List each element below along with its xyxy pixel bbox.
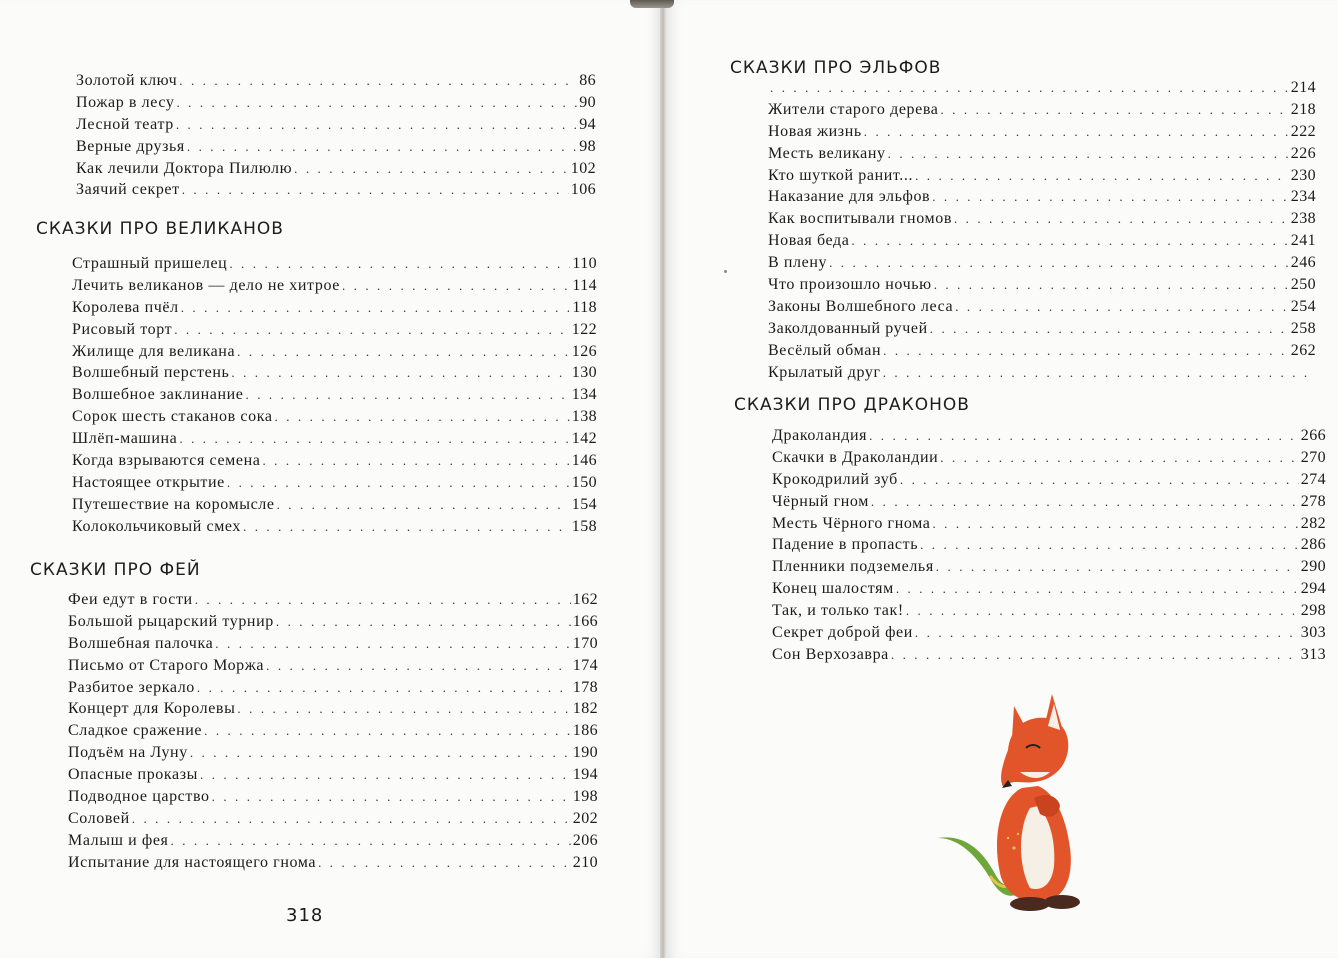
toc-leader-dots <box>277 494 570 516</box>
toc-entry-title: Рисовый торт <box>72 320 173 338</box>
toc-list-top <box>76 70 596 201</box>
toc-entry-title: Скачки в Драколандии <box>772 448 939 466</box>
print-speck <box>724 270 727 273</box>
toc-entry-page: 202 <box>572 809 598 827</box>
toc-leader-dots <box>132 808 571 830</box>
toc-entry-page: 126 <box>571 342 597 360</box>
toc-entry-title: Верные друзья <box>76 137 185 155</box>
toc-leader-dots <box>187 136 577 158</box>
toc-entry <box>772 600 1326 622</box>
toc-entry <box>768 121 1316 143</box>
toc-entry-title: Волшебный перстень <box>72 364 230 382</box>
toc-entry-page: 190 <box>572 744 598 762</box>
toc-entry-title: Заколдованный ручей <box>768 319 928 337</box>
toc-entry <box>76 70 596 92</box>
toc-entry <box>72 406 597 428</box>
toc-entry-page: 294 <box>1300 580 1326 598</box>
toc-entry-page: 313 <box>1300 645 1326 663</box>
toc-entry-title: Разбитое зеркало <box>68 678 195 696</box>
toc-entry-title: Подъём на Луну <box>68 744 188 762</box>
toc-entry-page: 222 <box>1290 122 1316 140</box>
toc-entry-page: 254 <box>1290 297 1316 315</box>
toc-entry <box>772 622 1326 644</box>
toc-entry-page: 170 <box>572 634 598 652</box>
toc-entry-title: Наказание для эльфов <box>768 188 931 206</box>
toc-entry <box>72 472 597 494</box>
toc-entry <box>772 469 1326 491</box>
toc-entry <box>768 230 1316 252</box>
toc-entry-title: Заячий секрет <box>76 181 180 199</box>
toc-entry <box>68 633 598 655</box>
toc-entry-title: Пожар в лесу <box>76 93 175 111</box>
toc-entry-page: 86 <box>579 72 596 89</box>
toc-entry <box>68 655 598 677</box>
toc-entry <box>68 742 598 764</box>
section-title-fairies: СКАЗКИ ПРО ФЕЙ <box>30 560 201 580</box>
toc-entry-page: 174 <box>572 656 598 674</box>
toc-leader-dots <box>227 472 570 494</box>
toc-entry-title: Когда взрываются семена <box>72 452 261 470</box>
toc-leader-dots <box>896 578 1299 600</box>
toc-entry-page: 194 <box>572 766 598 784</box>
toc-entry <box>768 208 1316 230</box>
toc-entry-page: 146 <box>571 452 597 470</box>
toc-entry-title: Драколандия <box>772 427 868 444</box>
toc-leader-dots <box>200 764 571 786</box>
toc-leader-dots <box>179 428 569 450</box>
toc-entry-title: Письмо от Старого Моржа <box>68 656 265 674</box>
toc-leader-dots <box>930 318 1289 340</box>
toc-entry <box>72 319 597 341</box>
toc-entry-title: Волшебное заклинание <box>72 386 244 404</box>
toc-entry-page: 150 <box>571 473 597 491</box>
toc-leader-dots <box>915 622 1299 644</box>
toc-entry <box>772 556 1326 578</box>
toc-entry-page: 102 <box>570 159 596 177</box>
toc-leader-dots <box>276 611 571 633</box>
toc-entry-title: Испытание для настоящего гнома <box>68 853 317 871</box>
toc-leader-dots <box>318 852 571 874</box>
toc-entry <box>768 252 1316 274</box>
toc-entry <box>768 99 1316 121</box>
toc-entry <box>68 786 598 808</box>
toc-entry-title: Большой рыцарский турнир <box>68 612 274 630</box>
toc-leader-dots <box>891 644 1299 666</box>
toc-entry <box>72 494 597 516</box>
toc-leader-dots <box>940 99 1288 121</box>
toc-entry <box>68 698 598 720</box>
toc-leader-dots <box>954 208 1289 230</box>
toc-entry-title: Феи едут в гости <box>68 591 193 608</box>
toc-entry <box>772 447 1326 469</box>
toc-leader-dots <box>174 319 570 341</box>
toc-leader-dots <box>869 425 1299 447</box>
toc-entry-page: 130 <box>571 364 597 382</box>
toc-entry <box>68 720 598 742</box>
toc-entry <box>768 143 1316 165</box>
toc-leader-dots <box>275 406 570 428</box>
toc-entry-page: 230 <box>1290 166 1316 184</box>
toc-leader-dots <box>955 296 1289 318</box>
toc-entry-page: 286 <box>1300 536 1326 554</box>
toc-leader-dots <box>215 633 571 655</box>
toc-leader-dots <box>342 275 570 297</box>
toc-entry-title: Лечить великанов — дело не хитрое <box>72 276 340 294</box>
section-title-elves: СКАЗКИ ПРО ЭЛЬФОВ <box>730 58 942 78</box>
toc-entry-title: В плену <box>768 254 828 272</box>
toc-leader-dots <box>940 447 1299 469</box>
toc-entry-page: 138 <box>571 408 597 426</box>
toc-entry-title: Месть Чёрного гнома <box>772 514 931 532</box>
toc-entry-page: 154 <box>571 495 597 513</box>
toc-entry <box>72 362 597 384</box>
toc-entry-page: 250 <box>1290 276 1316 294</box>
toc-leader-dots <box>266 655 571 677</box>
toc-leader-dots <box>871 491 1299 513</box>
toc-entry <box>76 136 596 158</box>
toc-entry-title: Весёлый обман <box>768 341 882 359</box>
toc-entry-title: Падение в пропасть <box>772 536 919 554</box>
toc-entry-title: Волшебная палочка <box>68 634 214 652</box>
toc-entry <box>768 362 1316 384</box>
toc-entry-title: Опасные проказы <box>68 766 198 784</box>
toc-entry-page: 162 <box>572 591 598 608</box>
toc-entry-page: 210 <box>572 853 598 871</box>
toc-entry-page: 134 <box>571 386 597 404</box>
toc-entry-title: Золотой ключ <box>76 72 178 89</box>
toc-entry <box>72 516 597 538</box>
toc-leader-dots <box>770 77 1289 99</box>
sparkle <box>1017 833 1019 835</box>
toc-entry-page: 218 <box>1290 100 1316 118</box>
toc-entry <box>68 764 598 786</box>
toc-entry-title: Концерт для Королевы <box>68 700 236 718</box>
toc-entry-page: 214 <box>1290 79 1316 96</box>
toc-list-giants <box>72 253 597 538</box>
toc-entry-title: Жители старого дерева <box>768 100 939 118</box>
toc-entry-title: Жилище для великана <box>72 342 236 360</box>
toc-leader-dots <box>237 698 570 720</box>
toc-entry <box>72 253 597 275</box>
toc-entry-page: 234 <box>1290 188 1316 206</box>
toc-entry-page: 98 <box>579 137 596 155</box>
toc-entry <box>772 534 1326 556</box>
toc-entry-title: Новая жизнь <box>768 122 862 140</box>
fox-foot-right <box>1044 895 1080 909</box>
toc-entry-title: Как лечили Доктора Пилюлю <box>76 159 293 177</box>
toc-entry <box>72 297 597 319</box>
toc-entry <box>72 384 597 406</box>
toc-entry <box>72 341 597 363</box>
toc-leader-dots <box>934 274 1289 296</box>
toc-entry-page: 274 <box>1300 470 1326 488</box>
toc-leader-dots <box>900 469 1299 491</box>
toc-leader-dots <box>176 114 577 136</box>
toc-leader-dots <box>932 513 1298 535</box>
toc-entry-page: 206 <box>572 831 598 849</box>
toc-entry-page: 226 <box>1290 144 1316 162</box>
toc-entry-title: Колокольчиковый смех <box>72 517 242 535</box>
toc-entry <box>768 318 1316 340</box>
toc-entry-page: 114 <box>572 276 597 294</box>
toc-entry-title: Сладкое сражение <box>68 722 203 740</box>
toc-entry-title: Крокодрилий зуб <box>772 470 898 488</box>
toc-entry-page: 178 <box>572 678 598 696</box>
toc-entry <box>772 513 1326 535</box>
ribbon-bookmark <box>630 0 674 8</box>
toc-leader-dots <box>246 384 570 406</box>
toc-entry-page: 166 <box>572 612 598 630</box>
toc-entry-title: Шлёп-машина <box>72 430 178 448</box>
toc-entry <box>68 589 598 611</box>
toc-leader-dots <box>888 143 1289 165</box>
toc-entry-title: Чёрный гном <box>772 492 869 510</box>
toc-entry <box>68 808 598 830</box>
toc-leader-dots <box>864 121 1289 143</box>
toc-leader-dots <box>182 179 569 201</box>
toc-entry-title: Королева пчёл <box>72 298 179 316</box>
toc-entry-page: 238 <box>1290 210 1316 228</box>
toc-entry <box>76 179 596 201</box>
toc-entry <box>68 852 598 874</box>
toc-entry-page: 282 <box>1300 514 1326 532</box>
toc-entry <box>768 77 1316 99</box>
toc-entry-title: Лесной театр <box>76 115 174 133</box>
toc-entry-title: Конец шалостям <box>772 580 894 598</box>
toc-leader-dots <box>231 362 569 384</box>
toc-entry-page: 278 <box>1300 492 1326 510</box>
toc-entry-page: 246 <box>1290 254 1316 272</box>
toc-entry-page: 270 <box>1300 448 1326 466</box>
toc-leader-dots <box>171 830 571 852</box>
toc-leader-dots <box>906 600 1299 622</box>
toc-list-fairies <box>68 589 598 874</box>
toc-entry-title: Настоящее открытие <box>72 473 225 491</box>
toc-entry <box>768 274 1316 296</box>
toc-entry-page: 241 <box>1290 232 1316 250</box>
toc-entry-page: 198 <box>572 788 598 806</box>
toc-entry-page: 298 <box>1300 602 1326 620</box>
toc-entry <box>772 491 1326 513</box>
toc-entry-title: Законы Волшебного леса <box>768 297 954 315</box>
toc-entry-title: Сон Верхозавра <box>772 645 889 663</box>
toc-leader-dots <box>181 297 571 319</box>
toc-leader-dots <box>179 70 577 92</box>
toc-list-elves <box>768 77 1316 383</box>
toc-entry-page: 262 <box>1290 341 1316 359</box>
toc-leader-dots <box>176 92 577 114</box>
toc-leader-dots <box>920 534 1299 556</box>
toc-leader-dots <box>829 252 1289 274</box>
toc-entry-title: Пленники подземелья <box>772 558 934 576</box>
toc-leader-dots <box>915 165 1289 187</box>
toc-leader-dots <box>851 230 1288 252</box>
toc-entry-title: Что произошло ночью <box>768 276 932 294</box>
page-number: 318 <box>286 905 324 926</box>
toc-entry <box>76 158 596 180</box>
toc-entry-title: Малыш и фея <box>68 831 169 849</box>
toc-entry <box>72 275 597 297</box>
toc-entry-page: 106 <box>570 181 596 199</box>
toc-leader-dots <box>294 158 569 180</box>
toc-entry <box>68 830 598 852</box>
toc-entry-page: 158 <box>571 517 597 535</box>
toc-leader-dots <box>204 720 571 742</box>
toc-entry <box>768 340 1316 362</box>
toc-entry <box>76 92 596 114</box>
toc-entry <box>768 186 1316 208</box>
toc-entry-title: Секрет доброй феи <box>772 624 913 642</box>
toc-entry-title: Страшный пришелец <box>72 255 228 272</box>
toc-entry-page: 182 <box>572 700 598 718</box>
toc-entry <box>76 114 596 136</box>
toc-entry <box>72 428 597 450</box>
toc-entry <box>772 644 1326 666</box>
toc-leader-dots <box>237 341 570 363</box>
toc-leader-dots <box>197 677 571 699</box>
toc-entry-title: Месть великану <box>768 144 886 162</box>
toc-entry <box>772 578 1326 600</box>
toc-entry-title: Путешествие на коромысле <box>72 495 275 513</box>
fox-illustration <box>930 688 1090 920</box>
toc-entry-page: 122 <box>571 320 597 338</box>
toc-entry-title: Как воспитывали гномов <box>768 210 952 228</box>
toc-entry <box>68 677 598 699</box>
toc-list-dragons <box>772 425 1326 666</box>
book-gutter <box>660 0 666 958</box>
toc-entry-page: 303 <box>1300 624 1326 642</box>
toc-entry-page: 290 <box>1300 558 1326 576</box>
toc-entry-page: 266 <box>1300 427 1326 444</box>
toc-entry <box>68 611 598 633</box>
toc-entry-title: Соловей <box>68 809 130 827</box>
toc-entry-page: 118 <box>572 298 597 316</box>
toc-entry-page: 142 <box>571 430 597 448</box>
toc-leader-dots <box>212 786 571 808</box>
toc-entry-page: 94 <box>579 115 596 133</box>
fox-foot-left <box>1010 897 1050 911</box>
toc-leader-dots <box>229 253 570 275</box>
toc-entry-title: Кто шуткой ранит... <box>768 166 914 184</box>
toc-entry-page: 186 <box>572 722 598 740</box>
toc-leader-dots <box>195 589 571 611</box>
toc-entry <box>72 450 597 472</box>
toc-entry-page: 90 <box>579 93 596 111</box>
toc-leader-dots <box>262 450 569 472</box>
toc-leader-dots <box>243 516 570 538</box>
sparkle <box>1007 837 1009 839</box>
toc-entry-page: 258 <box>1290 319 1316 337</box>
toc-leader-dots <box>883 340 1289 362</box>
toc-leader-dots <box>936 556 1299 578</box>
toc-entry <box>768 296 1316 318</box>
toc-leader-dots <box>932 186 1289 208</box>
toc-entry-title: Новая беда <box>768 232 850 250</box>
toc-entry-page: 110 <box>572 255 597 272</box>
toc-leader-dots <box>190 742 571 764</box>
toc-entry <box>768 165 1316 187</box>
toc-entry-title: Так, и только так! <box>772 602 904 620</box>
section-title-dragons: СКАЗКИ ПРО ДРАКОНОВ <box>734 395 970 415</box>
toc-leader-dots <box>883 362 1314 384</box>
sparkle <box>1012 846 1015 849</box>
toc-entry-title: Сорок шесть стаканов сока <box>72 408 273 426</box>
section-title-giants: СКАЗКИ ПРО ВЕЛИКАНОВ <box>36 219 284 239</box>
toc-entry-title: Подводное царство <box>68 788 210 806</box>
toc-entry <box>772 425 1326 447</box>
toc-entry-title: Крылатый друг <box>768 363 881 381</box>
